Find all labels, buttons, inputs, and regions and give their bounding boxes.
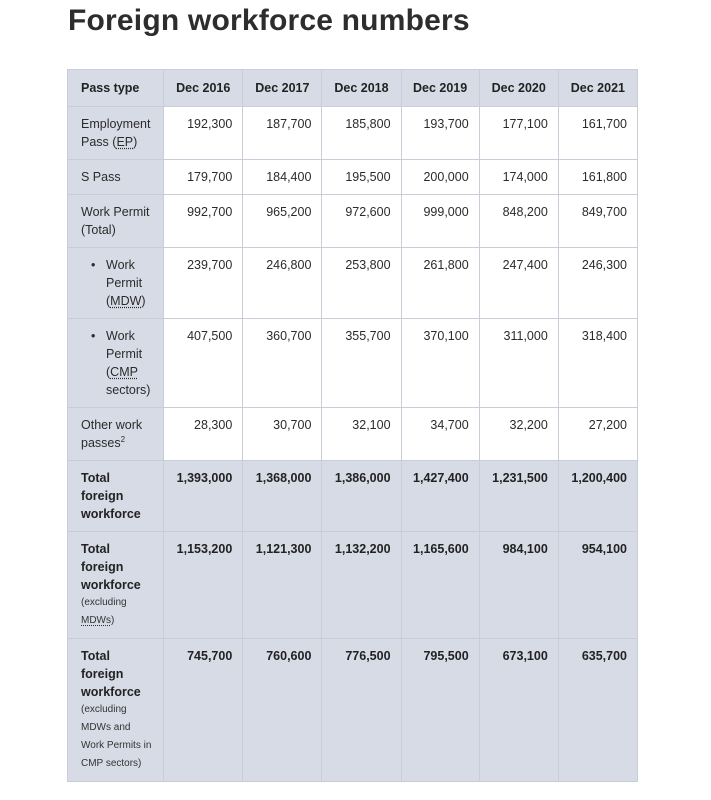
table-row-work-permit-cmp	[68, 319, 638, 408]
table-cell: 27,200	[558, 408, 637, 461]
table-cell: 177,100	[479, 107, 558, 160]
table-row-employment-pass	[68, 107, 638, 160]
table-cell: 161,800	[558, 160, 637, 195]
table-cell: 1,121,300	[243, 532, 322, 639]
table-cell: 999,000	[401, 195, 479, 248]
table-cell: 360,700	[243, 319, 322, 408]
table-row-work-permit-mdw	[68, 248, 638, 319]
row-label-work-permit-cmp: • Work Permit (CMP sectors)	[68, 319, 164, 408]
table-cell: 200,000	[401, 160, 479, 195]
table-cell: 635,700	[558, 639, 637, 782]
column-header-dec-2017: Dec 2017	[243, 70, 322, 107]
table-cell: 1,427,400	[401, 461, 479, 532]
table-row-s-pass	[68, 160, 638, 195]
bullet-icon: •	[91, 329, 96, 343]
page-title: Foreign workforce numbers	[68, 4, 470, 37]
foreign-workforce-table	[67, 69, 638, 782]
table-cell: 179,700	[164, 160, 243, 195]
table-cell: 253,800	[322, 248, 401, 319]
table-cell: 30,700	[243, 408, 322, 461]
row-label-work-permit-total: Work Permit (Total)	[68, 195, 164, 248]
column-header-dec-2021: Dec 2021	[558, 70, 637, 107]
table-row-work-permit-total	[68, 195, 638, 248]
table-cell: 161,700	[558, 107, 637, 160]
table-cell: 318,400	[558, 319, 637, 408]
table-cell: 992,700	[164, 195, 243, 248]
row-label-other-work-passes: Other work passes$^2$	[68, 408, 164, 461]
table-cell: 965,200	[243, 195, 322, 248]
table-cell: 849,700	[558, 195, 637, 248]
table-row-total-excluding-mdws-and-cmp	[68, 639, 638, 782]
table-cell: 1,393,000	[164, 461, 243, 532]
column-header-dec-2018: Dec 2018	[322, 70, 401, 107]
table-row-total-excluding-mdws	[68, 532, 638, 639]
table-cell: 246,800	[243, 248, 322, 319]
table-cell: 745,700	[164, 639, 243, 782]
table-cell: 195,500	[322, 160, 401, 195]
row-label-employment-pass: Employment Pass (EP)	[68, 107, 164, 160]
table-cell: 1,368,000	[243, 461, 322, 532]
table-cell: 193,700	[401, 107, 479, 160]
column-header-dec-2020: Dec 2020	[479, 70, 558, 107]
table-cell: 954,100	[558, 532, 637, 639]
row-label-s-pass: S Pass	[68, 160, 164, 195]
abbr-mdws: MDWs	[81, 615, 111, 626]
table-cell: 370,100	[401, 319, 479, 408]
table-cell: 174,000	[479, 160, 558, 195]
table-cell: 187,700	[243, 107, 322, 160]
row-note: (excluding MDWs)	[81, 597, 127, 626]
row-label-total-excluding-mdws: Total foreign workforce (excluding MDWs)	[68, 532, 164, 639]
table-cell: 1,200,400	[558, 461, 637, 532]
table-row-total-foreign-workforce	[68, 461, 638, 532]
table-cell: 1,165,600	[401, 532, 479, 639]
table-cell: 185,800	[322, 107, 401, 160]
table-cell: 32,100	[322, 408, 401, 461]
table-cell: 355,700	[322, 319, 401, 408]
table-cell: 239,700	[164, 248, 243, 319]
column-header-dec-2019: Dec 2019	[401, 70, 479, 107]
table-cell: 34,700	[401, 408, 479, 461]
row-label-work-permit-mdw: • Work Permit (MDW)	[68, 248, 164, 319]
table-cell: 984,100	[479, 532, 558, 639]
table-cell: 407,500	[164, 319, 243, 408]
table-cell: 1,132,200	[322, 532, 401, 639]
table-cell: 795,500	[401, 639, 479, 782]
table-cell: 848,200	[479, 195, 558, 248]
row-note: (excluding MDWs and Work Permits in CMP sectors)	[81, 704, 152, 769]
table-cell: 32,200	[479, 408, 558, 461]
table-cell: 261,800	[401, 248, 479, 319]
bullet-icon: •	[91, 258, 96, 272]
table-cell: 760,600	[243, 639, 322, 782]
table-cell: 247,400	[479, 248, 558, 319]
table-cell: 1,153,200	[164, 532, 243, 639]
abbr-ep: EP	[116, 135, 134, 149]
table-row-other-work-passes	[68, 408, 638, 461]
column-header-dec-2016: Dec 2016	[164, 70, 243, 107]
abbr-cmp: CMP	[110, 365, 138, 379]
footnote-marker: 2	[120, 434, 126, 444]
table-cell: 1,386,000	[322, 461, 401, 532]
table-cell: 311,000	[479, 319, 558, 408]
table-cell: 673,100	[479, 639, 558, 782]
table-cell: 28,300	[164, 408, 243, 461]
column-header-pass-type: Pass type	[68, 70, 164, 107]
table-cell: 972,600	[322, 195, 401, 248]
table-cell: 184,400	[243, 160, 322, 195]
row-label-total-excluding-mdws-and-cmp: Total foreign workforce (excluding MDWs and Work Permits in CMP sectors)	[68, 639, 164, 782]
table-header-row	[68, 70, 638, 107]
abbr-mdw: MDW	[110, 294, 142, 308]
table-cell: 246,300	[558, 248, 637, 319]
row-label-total-foreign-workforce: Total foreign workforce	[68, 461, 164, 532]
table-cell: 776,500	[322, 639, 401, 782]
table-cell: 1,231,500	[479, 461, 558, 532]
table-cell: 192,300	[164, 107, 243, 160]
